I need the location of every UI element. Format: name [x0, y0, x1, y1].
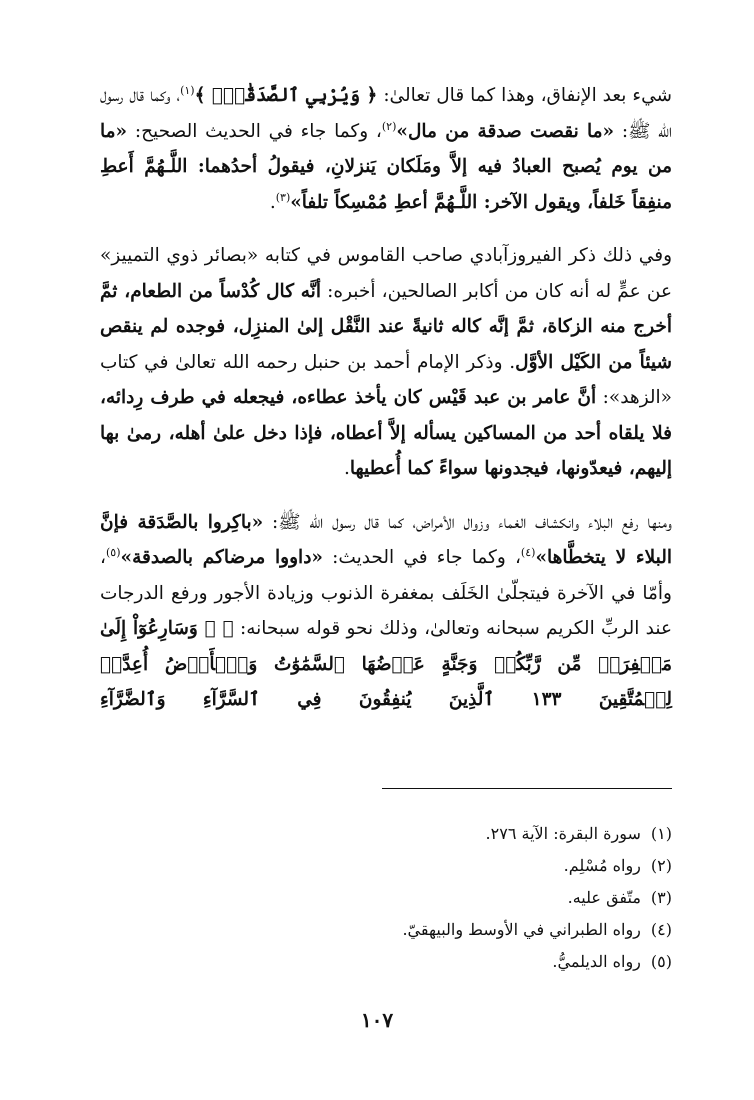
- footnote-item: [272, 914, 672, 946]
- paragraph-1: [100, 78, 672, 220]
- paragraph-gap: [100, 220, 672, 238]
- footnote-divider: [382, 788, 672, 789]
- hadith-quote: «باكِروا بالصَّدَقة فإنَّ البلاء لا يتخطَّاها»: [100, 511, 672, 568]
- footnote-ref[interactable]: (١): [180, 83, 195, 97]
- quran-verse: ﴿ وَيُرْبِي ٱلصَّدَقَٰتِۗ ﴾: [194, 85, 378, 106]
- text-segment: ومنها رفع البلاء وانكشاف الغماء وزوال الأمراض، كما قال رسول الله ﷺ:: [263, 511, 672, 533]
- text-segment: . وذكر الإمام أحمد بن حنبل رحمه الله تعالىٰ في كتاب «الزهد»:: [100, 351, 672, 408]
- footnote-item: [272, 882, 672, 914]
- text-segment: ، وأمّا في الآخرة فيتجلّىٰ الخَلَف بمغفرة الذنوب وزيادة الأجور ورفع الدرجات عند الربِّ الكريم سبحانه وتعالىٰ، وذلك نحو قوله سبحانه:: [100, 547, 673, 639]
- footnote-text: متّفق عليه.: [567, 888, 641, 907]
- paragraph-3: [100, 505, 672, 718]
- narration-quote: أنَّ عامر بن عبد قَيْس كان يأخذ عطاءه، فيجعله في طرف رِدائه، فلا يلقاه أحد من المساكين يسأله إلاَّ أعطاه، فإذا دخل علىٰ أهله، رمىٰ بها إليهم، فيعدّونها، فيجدونها سواءً كما أُعطيها: [100, 387, 672, 479]
- footnote-ref[interactable]: (٢): [381, 119, 397, 133]
- footnote-number: (١): [650, 824, 672, 843]
- footnote-text: رواه مُسْلِم.: [563, 856, 641, 875]
- text-segment: شيء بعد الإنفاق، وهذا كما قال تعالىٰ:: [377, 85, 672, 106]
- footnote-number: (٣): [650, 888, 672, 907]
- hadith-quote: «ما نقصت صدقة من مال»: [396, 120, 615, 142]
- page-number: ١٠٧: [360, 1008, 394, 1032]
- body-text: [100, 78, 672, 718]
- footnote-item: [272, 850, 672, 882]
- hadith-quote: «داووا مرضاكم بالصدقة»: [120, 547, 323, 568]
- footnote-item: [272, 818, 672, 850]
- footnote-ref[interactable]: (٥): [105, 545, 121, 559]
- footnote-text: رواه الطبراني في الأوسط والبيهقيّ.: [402, 920, 641, 939]
- narration-quote: أنَّه كال كُدْساً من الطعام، ثمَّ أخرج منه الزكاة، ثمَّ إنَّه كاله ثانيةً عند النَّقْل إلىٰ المنزِل، فوجده لم ينقص شيئاً من الكَيْل الأوَّل: [100, 280, 672, 373]
- quran-verse: ﴿ ۞ وَسَارِعُوٓاْ إِلَىٰ مَغۡفِرَةٖ مِّن رَّبِّكُمۡ وَجَنَّةٍ عَرۡضُهَا ٱلسَّمَٰوَٰتُ وَٱلۡأَرۡضُ أُعِدَّتۡ لِلۡمُتَّقِينَ ١٣٣ ٱلَّذِينَ يُنفِقُونَ فِي ٱلسَّرَّآءِ وَٱلضَّرَّآءِ: [100, 618, 672, 710]
- footnotes-list: [272, 818, 672, 978]
- footnote-ref[interactable]: (٣): [275, 190, 291, 204]
- footnote-number: (٥): [650, 952, 672, 971]
- footnote-number: (٢): [650, 856, 672, 875]
- text-segment: وفي ذلك ذكر الفيروزآبادي صاحب القاموس في كتابه «بصائر ذوي التمييز» عن عمٍّ له أنه كان من أكابر الصالحين، أخبره:: [100, 245, 672, 302]
- footnote-item: [272, 946, 672, 978]
- text-segment: ، وكما جاء في الحديث:: [323, 547, 521, 568]
- hadith-quote: «ما من يوم يُصبح العبادُ فيه إلاَّ ومَلَكان يَنزلانِ، فيقولُ أحدُهما: اللَّـهُمَّ أَعطِ منفِقاً خَلفاً، ويقول الآخر: اللَّـهُمَّ أعطِ مُمْسِكاً تلفاً»: [100, 120, 672, 213]
- footnote-text: سورة البقرة: الآية ٢٧٦.: [485, 824, 641, 843]
- text-segment: ، وكما جاء في الحديث الصحيح:: [127, 120, 382, 142]
- footnote-text: رواه الديلميُّ.: [552, 952, 641, 971]
- footnote-number: (٤): [650, 920, 672, 939]
- paragraph-2: [100, 238, 672, 487]
- paragraph-gap: [100, 487, 672, 505]
- text-segment: .: [269, 191, 276, 213]
- text-segment: .: [343, 458, 350, 479]
- text-segment: ، وكما قال رسول الله ﷺ:: [100, 85, 672, 142]
- footnote-ref[interactable]: (٤): [520, 545, 536, 559]
